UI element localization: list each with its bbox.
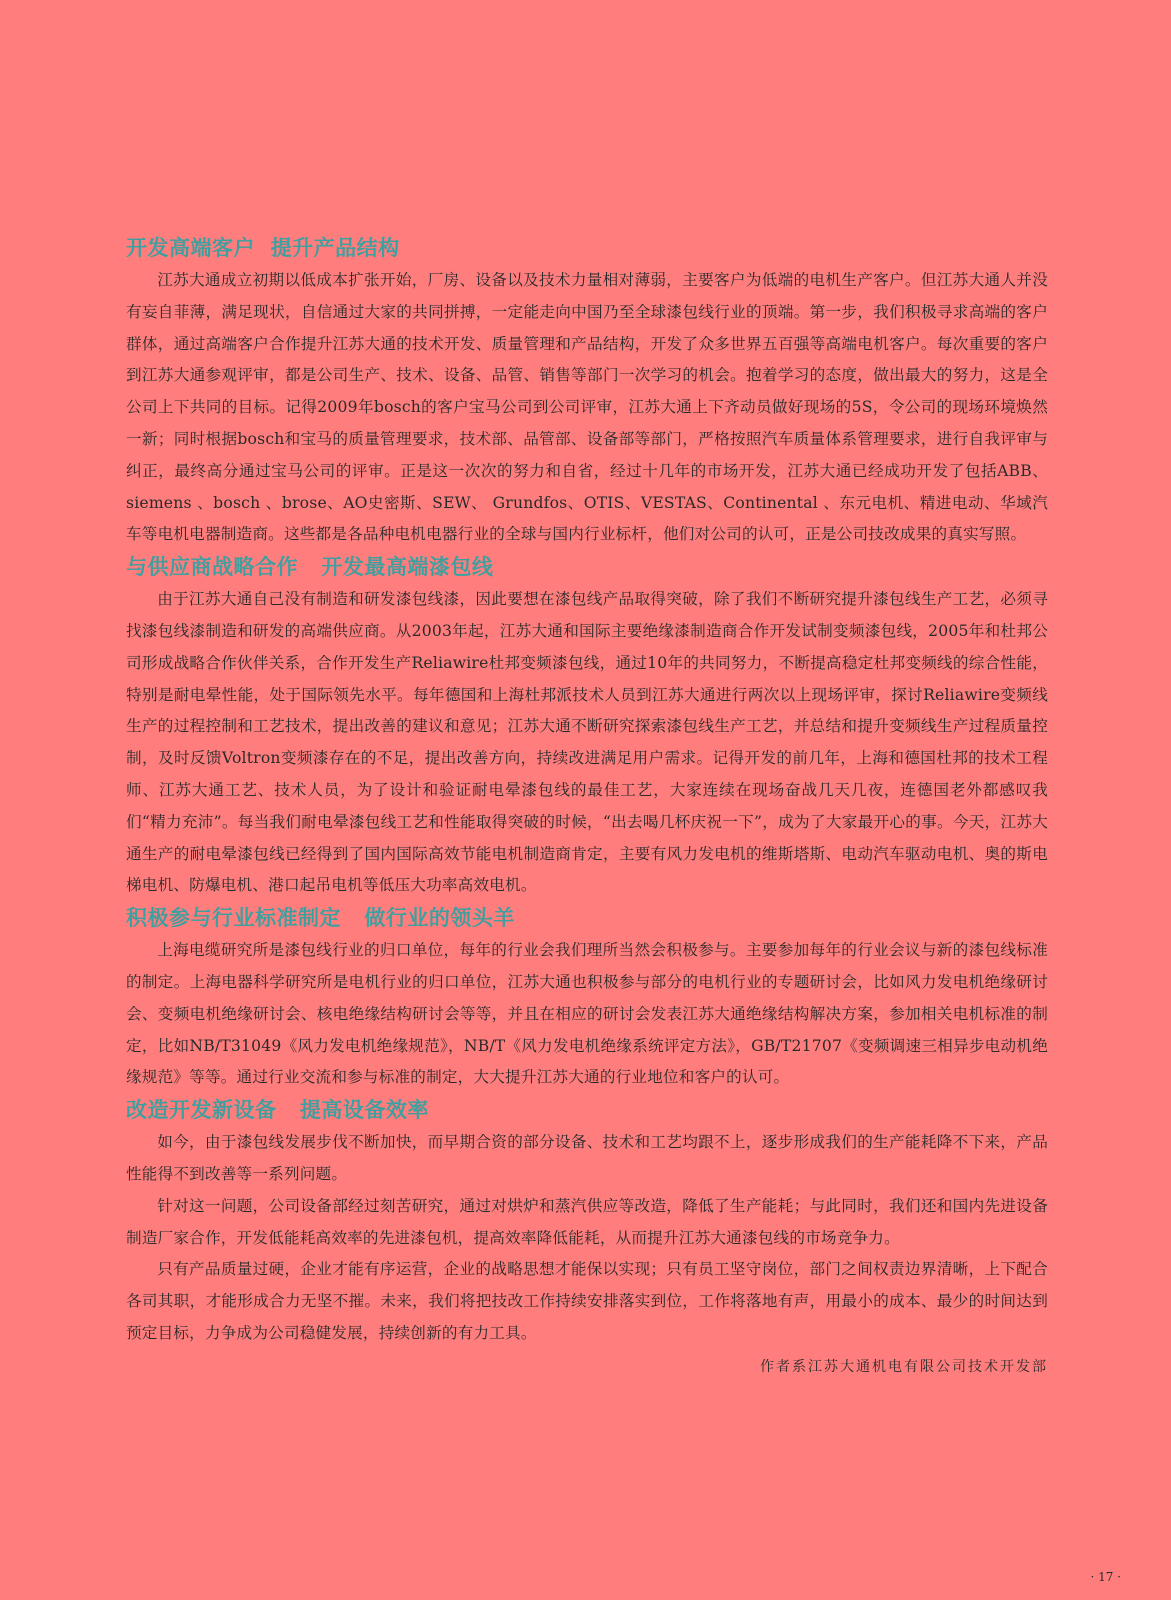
paragraph: 江苏大通成立初期以低成本扩张开始，厂房、设备以及技术力量相对薄弱，主要客户为低端的电机生产客户。但江苏大通人并没有妄自菲薄，满足现状，自信通过大家的共同拼搏，一定能走向中国乃至全球漆包线行业的顶端。第一步，我们积极寻求高端的客户群体，通过高端客户合作提升江苏大通的技术开发、质量管理和产品结构，开发了众多世界五百强等高端电机客户。每次重要的客户到江苏大通参观评审，都是公司生产、技术、设备、品管、销售等部门一次学习的机会。抱着学习的态度，做出最大的努力，这是全公司上下共同的目标。记得2009年bosch的客户宝马公司到公司评审，江苏大通上下齐动员做好现场的5S，令公司的现场环境焕然一新；同时根据bosch和宝马的质量管理要求，技术部、品管部、设备部等部门，严格按照汽车质量体系管理要求，进行自我评审与纠正，最终高分通过宝马公司的评审。正是这一次次的努力和自省，经过十几年的市场开发，江苏大通已经成功开发了包括ABB、siemens 、bosch 、brose、AO史密斯、SEW、 Grundfos、OTIS、VESTAS、Continental 、东元电机、精进电动、华域汽车等电机电器制造商。这些都是各品种电机电器行业的全球与国内行业标杆，他们对公司的认可，正是公司技改成果的真实写照。 <box>126 271 1048 544</box>
author-byline: 作者系江苏大通机电有限公司技术开发部 <box>760 1358 1048 1375</box>
paragraph: 如今，由于漆包线发展步伐不断加快，而早期合资的部分设备、技术和工艺均跟不上，逐步形成我们的生产能耗降不下来，产品性能得不到改善等一系列问题。 <box>126 1133 1048 1183</box>
paragraph: 上海电缆研究所是漆包线行业的归口单位，每年的行业会我们理所当然会积极参与。主要参加每年的行业会议与新的漆包线标准的制定。上海电器科学研究所是电机行业的归口单位，江苏大通也积极参与部分的电机行业的专题研讨会，比如风力发电机绝缘研讨会、变频电机绝缘研讨会、核电绝缘结构研讨会等等，并且在相应的研讨会发表江苏大通绝缘结构解决方案，参加相关电机标准的制定，比如NB/T31049《风力发电机绝缘规范》，NB/T《风力发电机绝缘系统评定方法》，GB/T21707《变频调速三相异步电动机绝缘规范》等等。通过行业交流和参与标准的制定，大大提升江苏大通的行业地位和客户的认可。 <box>126 941 1048 1087</box>
article-body <box>126 232 1048 1380</box>
paragraph: 针对这一问题，公司设备部经过刻苦研究，通过对烘炉和蒸汽供应等改造，降低了生产能耗；与此同时，我们还和国内先进设备制造厂家合作，开发低能耗高效率的先进漆包机，提高效率降低能耗，从而提升江苏大通漆包线的市场竞争力。 <box>126 1196 1048 1247</box>
paragraph: 由于江苏大通自己没有制造和研发漆包线漆，因此要想在漆包线产品取得突破，除了我们不断研究提升漆包线生产工艺，必须寻找漆包线漆制造和研发的高端供应商。从2003年起，江苏大通和国际主要绝缘漆制造商合作开发试制变频漆包线，2005年和杜邦公司形成战略合作伙伴关系，合作开发生产Reliawire杜邦变频漆包线，通过10年的共同努力，不断提高稳定杜邦变频线的综合性能，特别是耐电晕性能，处于国际领先水平。每年德国和上海杜邦派技术人员到江苏大通进行两次以上现场评审，探讨Reliawire变频线生产的过程控制和工艺技术，提出改善的建议和意见；江苏大通不断研究探索漆包线生产工艺，并总结和提升变频线生产过程质量控制，及时反馈Voltron变频漆存在的不足，提出改善方向，持续改进满足用户需求。记得开发的前几年，上海和德国杜邦的技术工程师、江苏大通工艺、技术人员，为了设计和验证耐电晕漆包线的最佳工艺，大家连续在现场奋战几天几夜，连德国老外都感叹我们“精力充沛”。每当我们耐电晕漆包线工艺和性能取得突破的时候，“出去喝几杯庆祝一下”，成为了大家最开心的事。今天，江苏大通生产的耐电晕漆包线已经得到了国内国际高效节能电机制造商肯定，主要有风力发电机的维斯塔斯、电动汽车驱动电机、奥的斯电梯电机、防爆电机、港口起吊电机等低压大功率高效电机。 <box>126 590 1048 895</box>
section-title-high-end-customers: 开发高端客户 提升产品结构 <box>126 236 400 260</box>
section-title-industry-standards: 积极参与行业标准制定 做行业的领头羊 <box>126 906 515 931</box>
section-title-equipment-improvement: 改造开发新设备 提高设备效率 <box>126 1098 429 1123</box>
section-title-supplier-cooperation: 与供应商战略合作 开发最高端漆包线 <box>126 555 494 580</box>
page-number: · 17 · <box>1090 1570 1121 1584</box>
paragraph: 只有产品质量过硬，企业才能有序运营，企业的战略思想才能保以实现；只有员工坚守岗位，部门之间权责边界清晰，上下配合各司其职，才能形成合力无坚不摧。未来，我们将把技改工作持续安排落实到位，工作将落地有声，用最小的成本、最少的时间达到预定目标，力争成为公司稳健发展，持续创新的有力工具。 <box>126 1260 1048 1342</box>
